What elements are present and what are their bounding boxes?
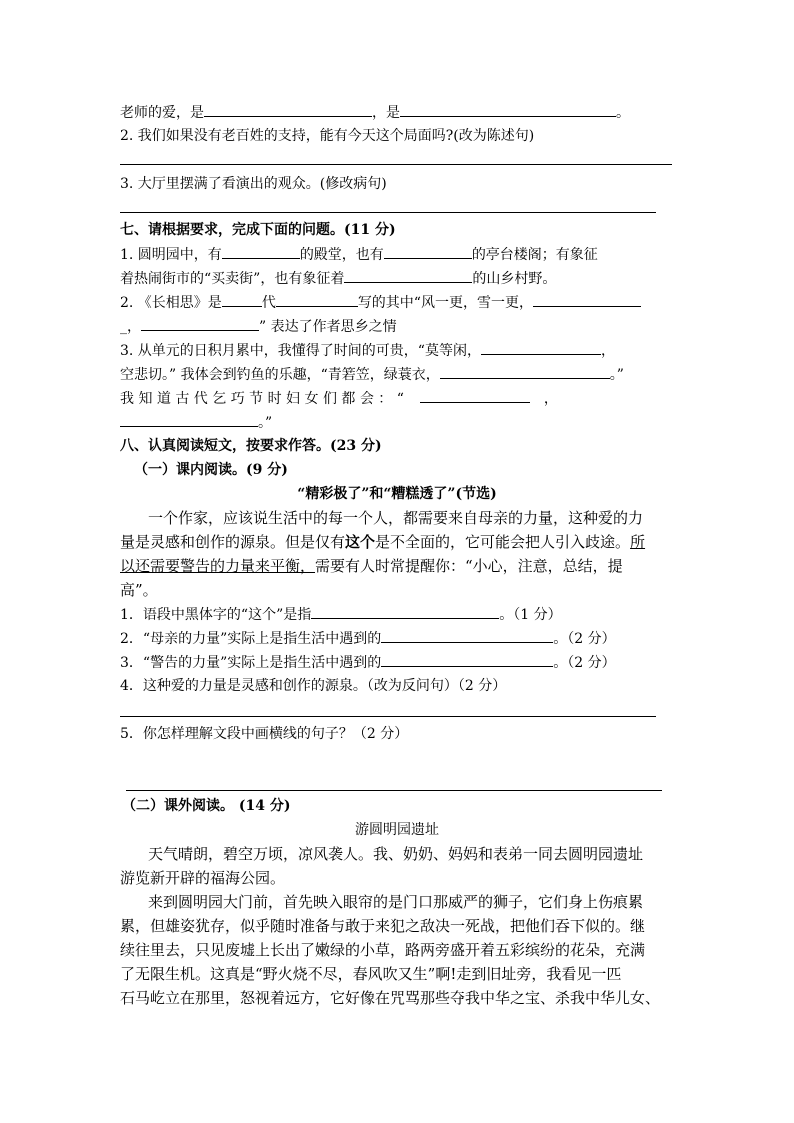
passage-line: 一个作家，应该说生活中的每一个人，都需要来自母亲的力量，这种爱的力 [148,509,644,527]
answer-line[interactable] [126,790,662,791]
blank[interactable] [120,412,258,427]
reading-line: 石马屹立在那里，怒视着远方，它好像在咒骂那些夺我中华之宝、杀我中华儿女、 [120,989,661,1007]
blank-1[interactable] [204,102,372,117]
reading-line: 累，但雄姿犹存，似乎随时准备与敢于来犯之敌决一死战，把他们吞下似的。继 [120,917,646,935]
reading-line: 来到圆明园大门前，首先映入眼帘的是门口那威严的狮子，它们身上伤痕累 [148,893,644,911]
subsection-2-title: （二）课外阅读。 (14 分) [122,798,291,814]
bold-this: 这个 [345,533,376,551]
blank[interactable] [344,268,472,283]
blank[interactable] [222,292,262,307]
q3-correct: 3. 大厅里摆满了看演出的观众。(修改病句) [120,176,387,192]
blank[interactable] [311,604,499,619]
passage-line: 以还需要警告的力量来平衡，需要有人时常提醒你：“小心，注意，总结，提 [120,557,623,575]
s8-q4: 4．这种爱的力量是灵感和创作的源泉。（改为反问句）（2 分） [120,678,507,694]
blank[interactable] [384,244,472,259]
blank[interactable] [222,244,300,259]
reading-line: 游览新开辟的福海公园。 [120,869,286,887]
passage-title: “精彩极了”和“糟糕透了”(节选) [297,486,497,502]
s7-q3-line4: 。” [120,412,272,433]
reading-line: 续往里去，只见废墟上长出了嫩绿的小草，路两旁盛开着五彩缤纷的花朵，充满 [120,941,646,959]
blank-2[interactable] [400,102,616,117]
underlined-sentence: 以还需要警告的力量来平衡， [120,557,316,575]
q2-rewrite: 2. 我们如果没有老百姓的支持，能有今天这个局面吗?(改为陈述句) [120,128,535,144]
s8-q3: 3．“警告的力量”实际上是指生活中遇到的 。（2 分） [120,652,616,673]
s7-q1-line2: 着热闹街市的“买卖街”，也有象征着 的山乡村野。 [120,268,556,289]
s7-q3-line1: 3. 从单元的日积月累中，我懂得了时间的可贵，“莫等闲， ， [120,340,615,361]
blank[interactable] [141,316,259,331]
subsection-1-title: （一）课内阅读。(9 分) [134,462,288,478]
s8-q2: 2．“母亲的力量”实际上是指生活中遇到的 。（2 分） [120,628,616,649]
q-teacher-love: 老师的爱，是 ，是 。 [120,102,630,123]
answer-line[interactable] [120,716,656,717]
reading-line: 了无限生机。这真是“野火烧不尽，春风吹又生”啊!走到旧址旁，我看见一匹 [120,965,622,983]
s7-q3-line2: 空悲切。” 我体会到钓鱼的乐趣，“青箬笠，绿蓑衣， 。” [120,364,624,385]
reading-line: 天气晴朗，碧空万顷，凉风袭人。我、奶奶、妈妈和表弟一同去圆明园遗址 [148,845,644,863]
s8-q5: 5．你怎样理解文段中画横线的句子？（2 分） [120,726,409,742]
s7-q2-line1: 2. 《长相思》是 代 写的其中“风一更，雪一更， [120,292,641,313]
passage-line: 量是灵感和创作的源泉。但是仅有这个是不全面的，它可能会把人引入歧途。所 [120,533,646,551]
blank[interactable] [533,292,641,307]
s7-q2-line2: _， ” 表达了作者思乡之情 [120,316,397,337]
section-7-title: 七、请根据要求，完成下面的问题。(11 分) [120,222,396,238]
passage-line: 高”。 [120,581,158,599]
reading-title: 游圆明园遗址 [355,822,439,838]
blank[interactable] [276,292,358,307]
answer-line[interactable] [120,164,672,165]
s7-q3-line3: 我 知 道 古 代 乞 巧 节 时 妇 女 们 都 会 ： “ ， [120,388,558,409]
blank[interactable] [481,340,601,355]
s8-q1: 1．语段中黑体字的“这个”是指 。（1 分） [120,604,562,625]
s7-q1-line1: 1. 圆明园中，有 的殿堂，也有 的亭台楼阁；有象征 [120,244,598,265]
blank[interactable] [381,652,553,667]
blank[interactable] [381,628,553,643]
blank[interactable] [440,364,610,379]
section-8-title: 八、认真阅读短文，按要求作答。(23 分) [120,438,382,454]
blank[interactable] [420,388,530,403]
answer-line[interactable] [120,212,656,213]
